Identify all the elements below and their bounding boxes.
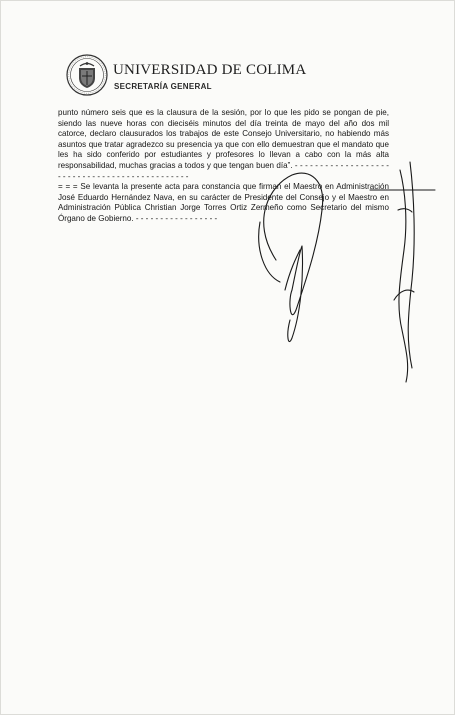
institution-name: UNIVERSIDAD DE COLIMA <box>113 62 307 78</box>
university-seal-icon <box>66 54 108 96</box>
department-name: SECRETARÍA GENERAL <box>114 82 212 91</box>
minutes-text <box>58 108 389 225</box>
closing-paragraph: punto número seis que es la clausura de la sesión, por lo que les pido se pongan de pie, siendo las nueve horas con dieciséis minutos del día treinta de mayo del año dos mil catorce, declaro clausurados los trabajos de este Consejo Universitario, no habiendo más asuntos que tratar agradezco su presencia ya que con ello demuestran que el mandato que les ha sido conferido por estudiantes y profesores lo llevan a cabo con la más alta responsabilidad, muchas gracias a todos y que tengan buen día”. - - - - - - - - - - - - - - - - - - - - - - - - - - - - - - - - - - - - - - - - - - - - - - <box>58 108 389 181</box>
signature-statement-paragraph: = = = Se levanta la presente acta para constancia que firman el Maestro en Administración José Eduardo Hernández Nava, en su carácter de Presidente del Consejo y el Maestro en Administración Pública Christian Jorge Torres Ortiz Zermeño como Secretario del mismo Órgano de Gobierno. - - - - - - - - - - - - - - - - - <box>58 182 389 223</box>
